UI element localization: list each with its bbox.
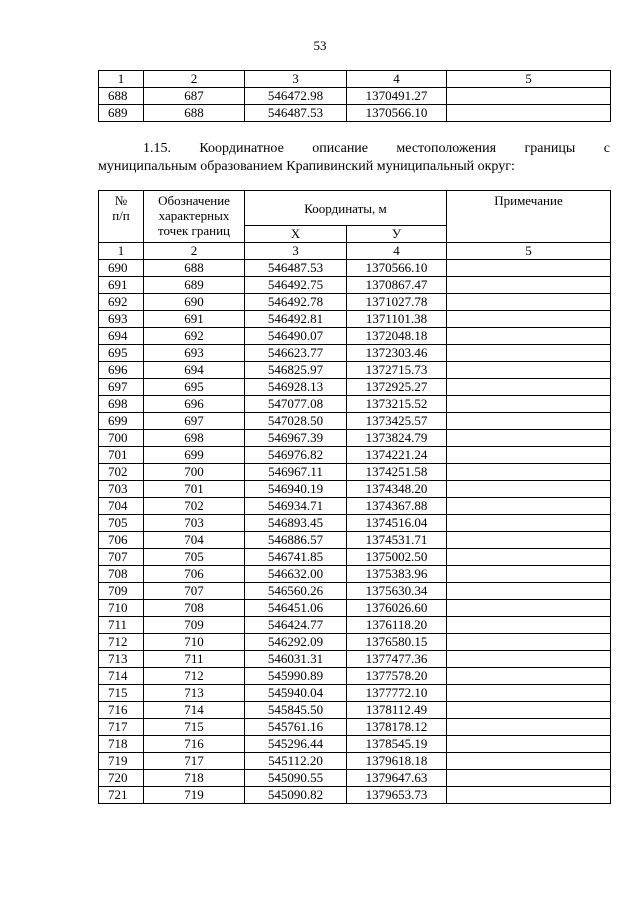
heading-word: Координатное [199, 141, 284, 156]
note-cell [447, 447, 611, 464]
note-cell [447, 770, 611, 787]
col-number: 1 [99, 243, 144, 260]
table-row [99, 787, 611, 804]
y-coordinate-cell: 1372048.18 [347, 328, 447, 345]
col-number: 2 [144, 71, 245, 88]
row-number-cell: 691 [99, 277, 144, 294]
x-coordinate-cell: 547028.50 [245, 413, 347, 430]
y-coordinate-cell: 1370867.47 [347, 277, 447, 294]
y-coordinate-cell: 1374531.71 [347, 532, 447, 549]
y-coordinate-cell: 1374251.58 [347, 464, 447, 481]
row-number-cell: 702 [99, 464, 144, 481]
section-heading [98, 140, 610, 176]
table-row [99, 260, 611, 277]
row-number-cell: 696 [99, 362, 144, 379]
table-row [99, 566, 611, 583]
x-coordinate-cell: 546292.09 [245, 634, 347, 651]
table-row [99, 617, 611, 634]
point-designation-cell: 699 [144, 447, 245, 464]
row-number-cell: 710 [99, 600, 144, 617]
column-number-row [99, 243, 611, 260]
note-cell [447, 634, 611, 651]
x-coordinate-cell: 546492.75 [245, 277, 347, 294]
note-cell [447, 481, 611, 498]
x-coordinate-cell: 545296.44 [245, 736, 347, 753]
row-number-cell: 713 [99, 651, 144, 668]
note-cell [447, 736, 611, 753]
y-coordinate-cell: 1378178.12 [347, 719, 447, 736]
note-cell [447, 566, 611, 583]
y-coordinate-cell: 1375002.50 [347, 549, 447, 566]
y-coordinate-cell: 1370491.27 [347, 88, 447, 105]
table-row [99, 362, 611, 379]
table-row [99, 396, 611, 413]
x-coordinate-cell: 545940.04 [245, 685, 347, 702]
row-number-cell: 707 [99, 549, 144, 566]
note-cell [447, 532, 611, 549]
column-number-row [99, 71, 611, 88]
y-coordinate-cell: 1379653.73 [347, 787, 447, 804]
point-designation-cell: 711 [144, 651, 245, 668]
x-coordinate-cell: 546967.39 [245, 430, 347, 447]
heading-word: описание [312, 141, 369, 156]
header-note: Примечание [447, 191, 611, 243]
x-coordinate-cell: 546940.19 [245, 481, 347, 498]
point-designation-cell: 704 [144, 532, 245, 549]
point-designation-cell: 688 [144, 260, 245, 277]
row-number-cell: 700 [99, 430, 144, 447]
x-coordinate-cell: 546492.81 [245, 311, 347, 328]
row-number-cell: 701 [99, 447, 144, 464]
x-coordinate-cell: 545845.50 [245, 702, 347, 719]
row-number-cell: 712 [99, 634, 144, 651]
row-number-cell: 718 [99, 736, 144, 753]
row-number-cell: 689 [99, 105, 144, 122]
note-cell [447, 464, 611, 481]
table-row [99, 685, 611, 702]
note-cell [447, 396, 611, 413]
x-coordinate-cell: 546451.06 [245, 600, 347, 617]
table-row [99, 702, 611, 719]
row-number-cell: 692 [99, 294, 144, 311]
table-row [99, 294, 611, 311]
point-designation-cell: 708 [144, 600, 245, 617]
header-x: X [245, 226, 347, 243]
y-coordinate-cell: 1370566.10 [347, 260, 447, 277]
point-designation-cell: 717 [144, 753, 245, 770]
header-text: Обозначение [158, 193, 230, 208]
x-coordinate-cell: 546472.98 [245, 88, 347, 105]
y-coordinate-cell: 1371101.38 [347, 311, 447, 328]
point-designation-cell: 718 [144, 770, 245, 787]
row-number-cell: 717 [99, 719, 144, 736]
y-coordinate-cell: 1373215.52 [347, 396, 447, 413]
point-designation-cell: 688 [144, 105, 245, 122]
point-designation-cell: 698 [144, 430, 245, 447]
note-cell [447, 651, 611, 668]
continued-coordinates-table [98, 70, 611, 122]
point-designation-cell: 692 [144, 328, 245, 345]
note-cell [447, 260, 611, 277]
header-coordinates: Координаты, м [245, 191, 447, 226]
x-coordinate-cell: 546487.53 [245, 260, 347, 277]
row-number-cell: 715 [99, 685, 144, 702]
x-coordinate-cell: 546741.85 [245, 549, 347, 566]
note-cell [447, 600, 611, 617]
point-designation-cell: 719 [144, 787, 245, 804]
table-row [99, 583, 611, 600]
table-row [99, 464, 611, 481]
y-coordinate-cell: 1378545.19 [347, 736, 447, 753]
note-cell [447, 430, 611, 447]
col-number: 1 [99, 71, 144, 88]
note-cell [447, 362, 611, 379]
col-number: 2 [144, 243, 245, 260]
x-coordinate-cell: 546492.78 [245, 294, 347, 311]
point-designation-cell: 701 [144, 481, 245, 498]
table-row [99, 736, 611, 753]
note-cell [447, 719, 611, 736]
point-designation-cell: 712 [144, 668, 245, 685]
row-number-cell: 693 [99, 311, 144, 328]
point-designation-cell: 707 [144, 583, 245, 600]
point-designation-cell: 702 [144, 498, 245, 515]
x-coordinate-cell: 545112.20 [245, 753, 347, 770]
point-designation-cell: 706 [144, 566, 245, 583]
table-row [99, 770, 611, 787]
y-coordinate-cell: 1371027.78 [347, 294, 447, 311]
y-coordinate-cell: 1376580.15 [347, 634, 447, 651]
y-coordinate-cell: 1370566.10 [347, 105, 447, 122]
y-coordinate-cell: 1374348.20 [347, 481, 447, 498]
point-designation-cell: 696 [144, 396, 245, 413]
point-designation-cell: 695 [144, 379, 245, 396]
note-cell [447, 379, 611, 396]
page-number: 53 [313, 38, 327, 53]
point-designation-cell: 716 [144, 736, 245, 753]
header-row-number [99, 191, 144, 243]
section-number: 1.15. [143, 141, 171, 156]
row-number-cell: 706 [99, 532, 144, 549]
heading-word: с [603, 141, 610, 156]
table-row [99, 345, 611, 362]
heading-word: границы [524, 141, 576, 156]
section-heading-line2: муниципальным образованием Крапивинский муниципальный округ: [98, 159, 515, 174]
table-row [99, 430, 611, 447]
y-coordinate-cell: 1375383.96 [347, 566, 447, 583]
row-number-cell: 720 [99, 770, 144, 787]
col-number: 5 [447, 243, 611, 260]
y-coordinate-cell: 1379618.18 [347, 753, 447, 770]
x-coordinate-cell: 547077.08 [245, 396, 347, 413]
coordinates-table [98, 190, 611, 804]
row-number-cell: 697 [99, 379, 144, 396]
header-point-designation [144, 191, 245, 243]
x-coordinate-cell: 546487.53 [245, 105, 347, 122]
x-coordinate-cell: 546031.31 [245, 651, 347, 668]
note-cell [447, 413, 611, 430]
table-row [99, 651, 611, 668]
table-row [99, 515, 611, 532]
x-coordinate-cell: 545090.82 [245, 787, 347, 804]
note-cell [447, 753, 611, 770]
note-cell [447, 668, 611, 685]
row-number-cell: 716 [99, 702, 144, 719]
table-row [99, 668, 611, 685]
table-header-row [99, 191, 611, 226]
table-row [99, 447, 611, 464]
point-designation-cell: 689 [144, 277, 245, 294]
row-number-cell: 694 [99, 328, 144, 345]
col-number: 4 [347, 71, 447, 88]
x-coordinate-cell: 546560.26 [245, 583, 347, 600]
y-coordinate-cell: 1375630.34 [347, 583, 447, 600]
y-coordinate-cell: 1376026.60 [347, 600, 447, 617]
row-number-cell: 690 [99, 260, 144, 277]
y-coordinate-cell: 1376118.20 [347, 617, 447, 634]
point-designation-cell: 709 [144, 617, 245, 634]
x-coordinate-cell: 546893.45 [245, 515, 347, 532]
col-number: 5 [447, 71, 611, 88]
x-coordinate-cell: 546976.82 [245, 447, 347, 464]
row-number-cell: 688 [99, 88, 144, 105]
table-row [99, 498, 611, 515]
table-row [99, 88, 611, 105]
row-number-cell: 708 [99, 566, 144, 583]
x-coordinate-cell: 546424.77 [245, 617, 347, 634]
table-row [99, 413, 611, 430]
header-text: точек границ [157, 223, 231, 238]
note-cell [447, 498, 611, 515]
y-coordinate-cell: 1374221.24 [347, 447, 447, 464]
col-number: 3 [245, 71, 347, 88]
note-cell [447, 515, 611, 532]
point-designation-cell: 693 [144, 345, 245, 362]
x-coordinate-cell: 546967.11 [245, 464, 347, 481]
point-designation-cell: 691 [144, 311, 245, 328]
table-row [99, 532, 611, 549]
point-designation-cell: 710 [144, 634, 245, 651]
y-coordinate-cell: 1377477.36 [347, 651, 447, 668]
point-designation-cell: 687 [144, 88, 245, 105]
x-coordinate-cell: 546825.97 [245, 362, 347, 379]
heading-word: местоположения [396, 141, 497, 156]
row-number-cell: 698 [99, 396, 144, 413]
y-coordinate-cell: 1377772.10 [347, 685, 447, 702]
y-coordinate-cell: 1373824.79 [347, 430, 447, 447]
note-cell [447, 549, 611, 566]
x-coordinate-cell: 545990.89 [245, 668, 347, 685]
x-coordinate-cell: 546632.00 [245, 566, 347, 583]
point-designation-cell: 694 [144, 362, 245, 379]
header-text: п/п [112, 208, 130, 223]
x-coordinate-cell: 546886.57 [245, 532, 347, 549]
table-row [99, 105, 611, 122]
row-number-cell: 695 [99, 345, 144, 362]
note-cell [447, 105, 611, 122]
note-cell [447, 345, 611, 362]
header-y: У [347, 226, 447, 243]
point-designation-cell: 715 [144, 719, 245, 736]
table-row [99, 379, 611, 396]
row-number-cell: 703 [99, 481, 144, 498]
row-number-cell: 721 [99, 787, 144, 804]
row-number-cell: 704 [99, 498, 144, 515]
x-coordinate-cell: 545090.55 [245, 770, 347, 787]
header-text: характерных [158, 208, 230, 223]
note-cell [447, 311, 611, 328]
x-coordinate-cell: 546623.77 [245, 345, 347, 362]
table-row [99, 328, 611, 345]
row-number-cell: 714 [99, 668, 144, 685]
point-designation-cell: 697 [144, 413, 245, 430]
note-cell [447, 702, 611, 719]
y-coordinate-cell: 1378112.49 [347, 702, 447, 719]
row-number-cell: 711 [99, 617, 144, 634]
x-coordinate-cell: 546934.71 [245, 498, 347, 515]
y-coordinate-cell: 1374516.04 [347, 515, 447, 532]
y-coordinate-cell: 1372925.27 [347, 379, 447, 396]
table-row [99, 311, 611, 328]
row-number-cell: 719 [99, 753, 144, 770]
table-row [99, 634, 611, 651]
point-designation-cell: 705 [144, 549, 245, 566]
row-number-cell: 699 [99, 413, 144, 430]
note-cell [447, 617, 611, 634]
point-designation-cell: 690 [144, 294, 245, 311]
col-number: 3 [245, 243, 347, 260]
header-text: № [114, 193, 128, 208]
section-heading-line1 [98, 140, 610, 158]
point-designation-cell: 703 [144, 515, 245, 532]
note-cell [447, 787, 611, 804]
table-row [99, 719, 611, 736]
note-cell [447, 88, 611, 105]
x-coordinate-cell: 546928.13 [245, 379, 347, 396]
y-coordinate-cell: 1377578.20 [347, 668, 447, 685]
note-cell [447, 294, 611, 311]
point-designation-cell: 700 [144, 464, 245, 481]
point-designation-cell: 714 [144, 702, 245, 719]
note-cell [447, 328, 611, 345]
row-number-cell: 705 [99, 515, 144, 532]
y-coordinate-cell: 1372715.73 [347, 362, 447, 379]
x-coordinate-cell: 545761.16 [245, 719, 347, 736]
table-row [99, 753, 611, 770]
table-row [99, 481, 611, 498]
note-cell [447, 277, 611, 294]
table-row [99, 600, 611, 617]
y-coordinate-cell: 1379647.63 [347, 770, 447, 787]
table-row [99, 277, 611, 294]
y-coordinate-cell: 1372303.46 [347, 345, 447, 362]
row-number-cell: 709 [99, 583, 144, 600]
table-row [99, 549, 611, 566]
note-cell [447, 583, 611, 600]
y-coordinate-cell: 1374367.88 [347, 498, 447, 515]
note-cell [447, 685, 611, 702]
point-designation-cell: 713 [144, 685, 245, 702]
y-coordinate-cell: 1373425.57 [347, 413, 447, 430]
col-number: 4 [347, 243, 447, 260]
x-coordinate-cell: 546490.07 [245, 328, 347, 345]
